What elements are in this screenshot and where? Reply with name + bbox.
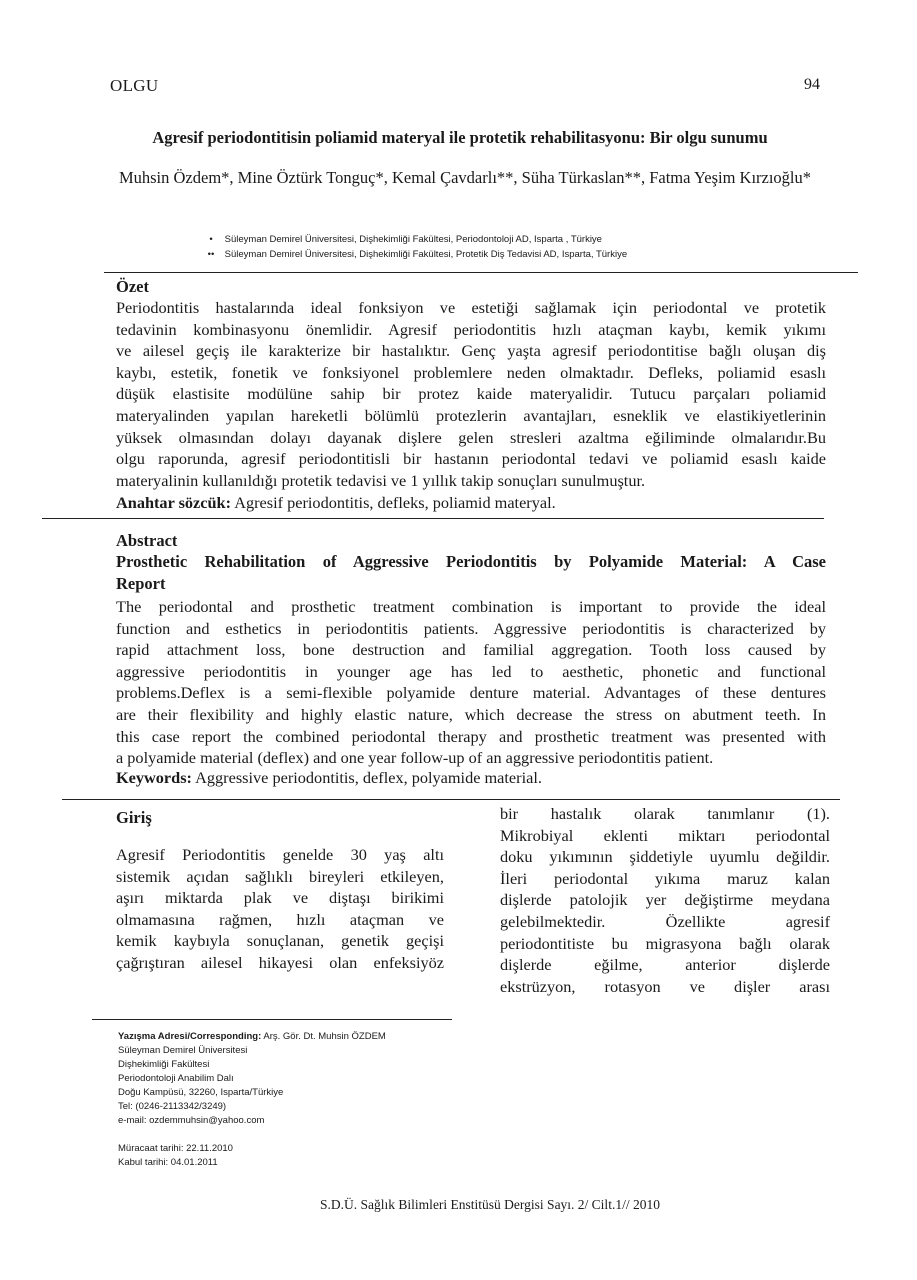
ozet-body	[116, 297, 826, 491]
author-list: Muhsin Özdem*, Mine Öztürk Tonguç*, Kemal Çavdarlı**, Süha Türkaslan**, Fatma Yeşim Kırzıoğlu*	[118, 168, 812, 187]
correspondence-block	[118, 1030, 386, 1128]
text-line: e-mail: ozdemmuhsin@yahoo.com	[118, 1115, 265, 1126]
giris-left-column	[116, 844, 444, 974]
affiliation-text: Süleyman Demirel Üniversitesi, Dişhekimliği Fakültesi, Periodontoloji AD, Isparta , Türkiye	[224, 234, 602, 245]
text-line: sistemik açıdan sağlıklı bireyleri etkileyen,	[116, 866, 444, 886]
text-line: olgu raporunda, agresif periodontitisli bir hastanın periodontal tedavi ve poliamid esaslı kaide	[116, 449, 826, 469]
footnote-divider	[92, 1019, 452, 1020]
affiliation-1	[200, 234, 602, 245]
affiliation-mark: •	[209, 234, 213, 245]
text-line: Kabul tarihi: 04.01.2011	[118, 1157, 218, 1168]
text-line: doku yıkımının şiddetiyle uyumlu değildir.	[500, 847, 830, 867]
abstract-keywords	[116, 767, 826, 789]
submission-dates	[118, 1142, 233, 1170]
text-line: yüksek olmasından dolayı dayanak dişlere gelen stresleri azaltma eğiliminde olmalarıdır.Bu	[116, 427, 826, 447]
text-line: materyalinden yapılan hareketli bölümlü protezlerin avantajları, esneklik ve elastikiyetlerinin	[116, 405, 826, 425]
text-line: aşırı miktarda plak ve diştaşı birikimi	[116, 888, 444, 908]
ozet-heading: Özet	[116, 277, 149, 296]
abstract-body	[116, 596, 826, 769]
text-line: a polyamide material (deflex) and one year follow-up of an aggressive periodontitis patient.	[116, 748, 714, 768]
giris-heading: Giriş	[116, 808, 152, 827]
correspondence-label: Yazışma Adresi/Corresponding:	[118, 1031, 262, 1042]
text-line: periodontitiste bu migrasyona bağlı olarak	[500, 933, 830, 953]
text-line: materyalinin kullanıldığı protetik tedavisi ve 1 yıllık takip sonuçları sunulmuştur.	[116, 470, 646, 490]
text-line: Agresif Periodontitis genelde 30 yaş altı	[116, 845, 444, 864]
ozet-keywords-label: Anahtar sözcük:	[116, 493, 232, 512]
text-line: Doğu Kampüsü, 32260, Isparta/Türkiye	[118, 1087, 284, 1098]
abstract-title-line1: Prosthetic Rehabilitation of Aggressive Periodontitis by Polyamide Material: A Case	[116, 552, 826, 571]
text-line: Periodontitis hastalarında ideal fonksiyon ve estetiği sağlamak için periodontal ve protetik	[116, 298, 826, 317]
text-line: çağrıştıran ailesel hikayesi olan enfeksiyöz	[116, 952, 444, 972]
journal-footer: S.D.Ü. Sağlık Bilimleri Enstitüsü Dergisi Sayı. 2/ Cilt.1// 2010	[320, 1197, 660, 1212]
text-line: bir hastalık olarak tanımlanır (1).	[500, 804, 830, 823]
journal-section-label: OLGU	[110, 76, 159, 95]
ozet-keywords-text: Agresif periodontitis, defleks, poliamid materyal.	[231, 493, 556, 512]
page-number: 94	[804, 76, 820, 93]
divider-middle	[42, 518, 824, 519]
correspondence-name: Arş. Gör. Dt. Muhsin ÖZDEM	[261, 1031, 386, 1042]
text-line: are their flexibility and highly elastic nature, which decrease the stress on abutment teeth. In	[116, 704, 826, 724]
text-line: Süleyman Demirel Üniversitesi	[118, 1045, 248, 1056]
text-line: Mikrobiyal eklenti miktarı periodontal	[500, 825, 830, 845]
text-line: Periodontoloji Anabilim Dalı	[118, 1073, 234, 1084]
text-line: kaybı, estetik, fonetik ve fonksiyonel problemlere neden olmaktadır. Defleks, poliamid esaslı	[116, 362, 826, 382]
affiliation-mark: ••	[207, 249, 215, 260]
text-line: İleri periodontal yıkıma maruz kalan	[500, 868, 830, 888]
text-line: Müracaat tarihi: 22.11.2010	[118, 1143, 233, 1154]
text-line: function and esthetics in periodontitis patients. Aggressive periodontitis is characterized by	[116, 618, 826, 638]
correspondence-address	[118, 1044, 386, 1128]
text-line: ekstrüzyon, rotasyon ve dişler arası	[500, 976, 830, 996]
text-line: tedavinin kombinasyonu önemlidir. Agresif periodontitis hızlı ataçman kaybı, kemik yıkımı	[116, 319, 826, 339]
text-line: rapid attachment loss, bone destruction and familial aggregation. Tooth loss caused by	[116, 640, 826, 660]
abstract-heading: Abstract	[116, 531, 178, 550]
text-line: kemik kaybıyla sonuçlanan, genetik geçişi	[116, 931, 444, 951]
text-line: dişlerde eğilme, anterior dişlerde	[500, 955, 830, 975]
text-line: gelebilmektedir. Özellikte agresif	[500, 911, 830, 931]
text-line: aggressive periodontitis in younger age has led to aesthetic, phonetic and functional	[116, 661, 826, 681]
text-line: düşük elastisite modülüne sahip bir protez kaide materyalidir. Tutucu parçaları poliamid	[116, 384, 826, 404]
text-line: ve ailesel geçiş ile karakterize bir hastalıktır. Genç yaşta agresif periodontitise bağlı oluşan diş	[116, 341, 826, 361]
text-line: Tel: (0246-2113342/3249)	[118, 1101, 227, 1112]
text-line: this case report the combined periodontal therapy and prosthetic treatment was presented with	[116, 726, 826, 746]
text-line: Dişhekimliği Fakültesi	[118, 1059, 210, 1070]
correspondence-header	[118, 1030, 386, 1044]
text-line: The periodontal and prosthetic treatment combination is important to provide the ideal	[116, 597, 826, 616]
abstract-title-line2: Report	[116, 574, 166, 593]
affiliation-text: Süleyman Demirel Üniversitesi, Dişhekimliği Fakültesi, Protetik Diş Tedavisi AD, Isparta, Türkiye	[224, 249, 628, 260]
divider-top	[104, 272, 858, 273]
abstract-keywords-text: Aggressive periodontitis, deflex, polyamide material.	[191, 768, 542, 787]
text-line: dişlerde patolojik yer değiştirme meydana	[500, 890, 830, 910]
giris-right-column	[500, 803, 830, 997]
affiliation-2	[200, 249, 627, 260]
abstract-keywords-label: Keywords:	[116, 768, 192, 787]
divider-bottom	[62, 799, 840, 800]
text-line: olmamasına rağmen, hızlı ataçman ve	[116, 909, 444, 929]
article-title: Agresif periodontitisin poliamid materyal ile protetik rehabilitasyonu: Bir olgu sunumu	[152, 128, 768, 147]
text-line: problems.Deflex is a semi-flexible polyamide denture material. Advantages of these dentures	[116, 683, 826, 703]
ozet-keywords	[116, 492, 826, 514]
